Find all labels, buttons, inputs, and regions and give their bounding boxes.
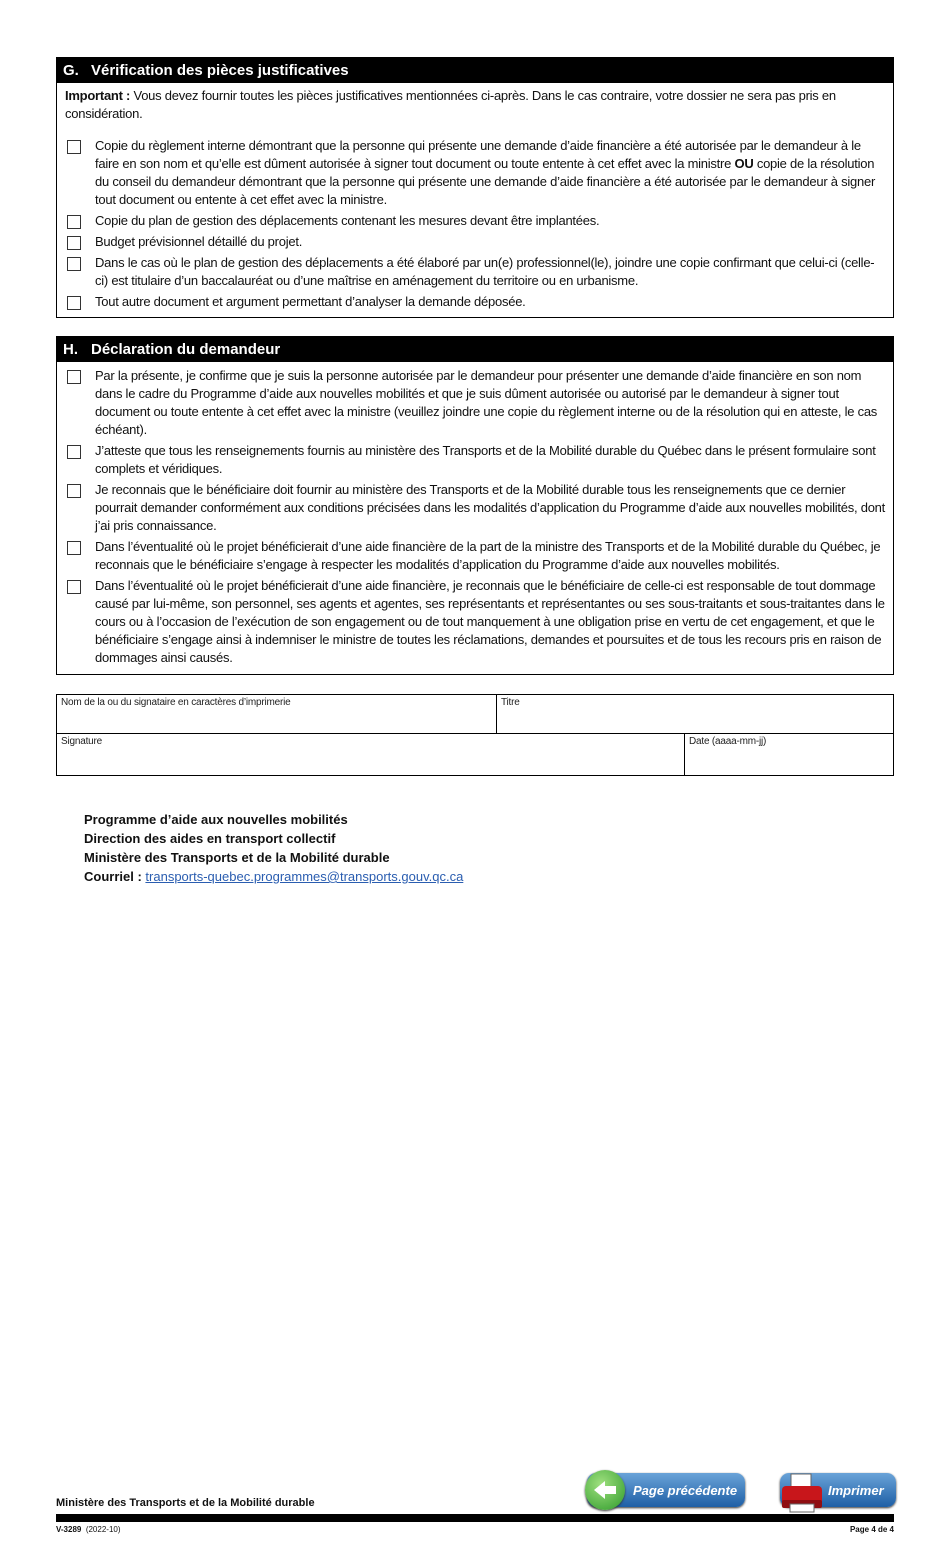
section-h-title: Déclaration du demandeur [91,341,281,358]
email-link[interactable]: transports-quebec.programmes@transports.gouv.qc.ca [145,869,464,884]
date-field[interactable] [685,734,893,775]
form-date: (2022-10) [85,1525,121,1534]
title-field[interactable] [497,695,893,734]
checkbox[interactable] [67,484,81,498]
item-text: Tout autre document et argument permettant d’analyser la demande déposée. [95,294,526,309]
section-g-header [57,58,893,83]
signature-table [56,694,894,776]
print-label: Imprimer [828,1482,884,1498]
ministry-name: Ministère des Transports et de la Mobilité durable [84,850,390,865]
declaration-item [57,481,893,535]
checkbox[interactable] [67,580,81,594]
checkbox[interactable] [67,296,81,310]
direction-name: Direction des aides en transport collectif [84,831,336,846]
declaration-item [57,577,893,667]
section-h-header [57,337,893,362]
checkbox[interactable] [67,236,81,250]
checklist-item [57,212,893,230]
email-label: Courriel : [84,869,142,884]
name-field[interactable] [57,695,497,734]
footer-ministry: Ministère des Transports et de la Mobilité durable [56,1497,315,1509]
section-g-title: Vérification des pièces justificatives [91,62,349,79]
item-text: Dans l’éventualité où le projet bénéficierait d’une aide financière de la part de la ministre des Transports et de la Mobilité durable du Québec, je reconnais que le bénéficiaire s’engage à respecter les modalités d’application du Programme d’aide aux nouvelles mobilités. [95,539,881,572]
checklist-item [57,293,893,311]
checkbox[interactable] [67,215,81,229]
checkbox[interactable] [67,257,81,271]
item-text: Dans l’éventualité où le projet bénéficierait d’une aide financière, je reconnais que le bénéficiaire de celle-ci est responsable de tout dommage causé par lui-même, son personnel, ses agents et agentes, ses représentants et représentantes ou ses sous-traitants et sous-traitantes dans le cours ou à l’occasion de l’exécution de son engagement ou de tout manquement à une obligation prise en vertu de cet engagement, et que le bénéficiaire s’engage ainsi à indemniser le ministre de toutes les réclamations, demandes et poursuites et de tous les recours pris en raison de dommages ainsi causés. [95,578,885,665]
item-text: J’atteste que tous les renseignements fournis au ministère des Transports et de la Mobilité durable du Québec dans le présent formulaire sont complets et véridiques. [95,443,876,476]
item-text: copie de la résolution du conseil du demandeur démontrant que la personne qui présente une demande d’aide financière a été autorisée par le demandeur à signer tout document ou entente à cet effet avec la ministre. [95,156,876,207]
item-text: Copie du plan de gestion des déplacements contenant les mesures devant être implantées. [95,213,600,228]
checklist-item [57,254,893,290]
important-label: Important : [65,88,131,103]
printer-icon [780,1473,824,1513]
checkbox[interactable] [67,445,81,459]
name-field-label: Nom de la ou du signataire en caractères d’imprimerie [61,697,291,708]
contact-info [84,810,463,886]
item-text: Dans le cas où le plan de gestion des déplacements a été élaboré par un(e) professionnel(le), joindre une copie confirmant que celui-ci (celle-ci) est titulaire d’un baccalauréat ou d’une maîtrise en aménagement du territoire ou en urbanisme. [95,255,875,288]
item-text: Copie du règlement interne démontrant que la personne qui présente une demande d’aide financière a été autorisée par le demandeur à le faire en son nom et qu’elle est dûment autorisée à signer tout document ou toute entente à cet effet avec la ministre [95,138,861,171]
print-button[interactable] [780,1473,896,1507]
section-h-letter: H. [63,341,78,358]
important-note [57,83,893,123]
section-g-letter: G. [63,62,79,79]
footer-bar [56,1514,894,1522]
title-field-label: Titre [501,697,520,708]
section-g [56,57,894,318]
item-text: Budget prévisionnel détaillé du projet. [95,234,303,249]
date-field-label: Date (aaaa-mm-jj) [689,736,767,747]
form-code [56,1525,121,1534]
signature-field[interactable] [57,734,685,775]
declaration-item [57,367,893,439]
checkbox[interactable] [67,370,81,384]
item-text: Je reconnais que le bénéficiaire doit fournir au ministère des Transports et de la Mobilité durable tous les renseignements que ce dernier pourrait demander conformément aux conditions précisées dans les modalités d’application du Programme d’aide aux nouvelles mobilités, dont j’ai pris connaissance. [95,482,886,533]
important-text: Vous devez fournir toutes les pièces justificatives mentionnées ci-après. Dans le cas contraire, votre dossier ne sera pas pris en considération. [65,88,836,121]
email-line [84,867,463,886]
declaration-item [57,442,893,478]
back-arrow-icon [585,1470,625,1510]
ou-text: OU [734,156,754,171]
section-h [56,336,894,675]
checklist-item [57,233,893,251]
previous-page-button[interactable] [587,1473,745,1507]
declaration-item [57,538,893,574]
previous-page-label: Page précédente [633,1482,738,1498]
checklist-item [57,137,893,209]
checkbox[interactable] [67,140,81,154]
program-name: Programme d’aide aux nouvelles mobilités [84,812,348,827]
form-number: V-3289 [56,1525,82,1534]
checkbox[interactable] [67,541,81,555]
page-number: Page 4 de 4 [849,1525,894,1534]
item-text: Par la présente, je confirme que je suis la personne autorisée par le demandeur pour présenter une demande d’aide financière en son nom dans le cadre du Programme d’aide aux nouvelles mobilités et que je suis dûment autorisée ou autorisé par le demandeur à signer tout document ou toute entente à cet effet avec la ministre (veuillez joindre une copie du règlement interne ou de la résolution qui en atteste, le cas échéant). [95,368,878,437]
signature-field-label: Signature [61,736,103,747]
